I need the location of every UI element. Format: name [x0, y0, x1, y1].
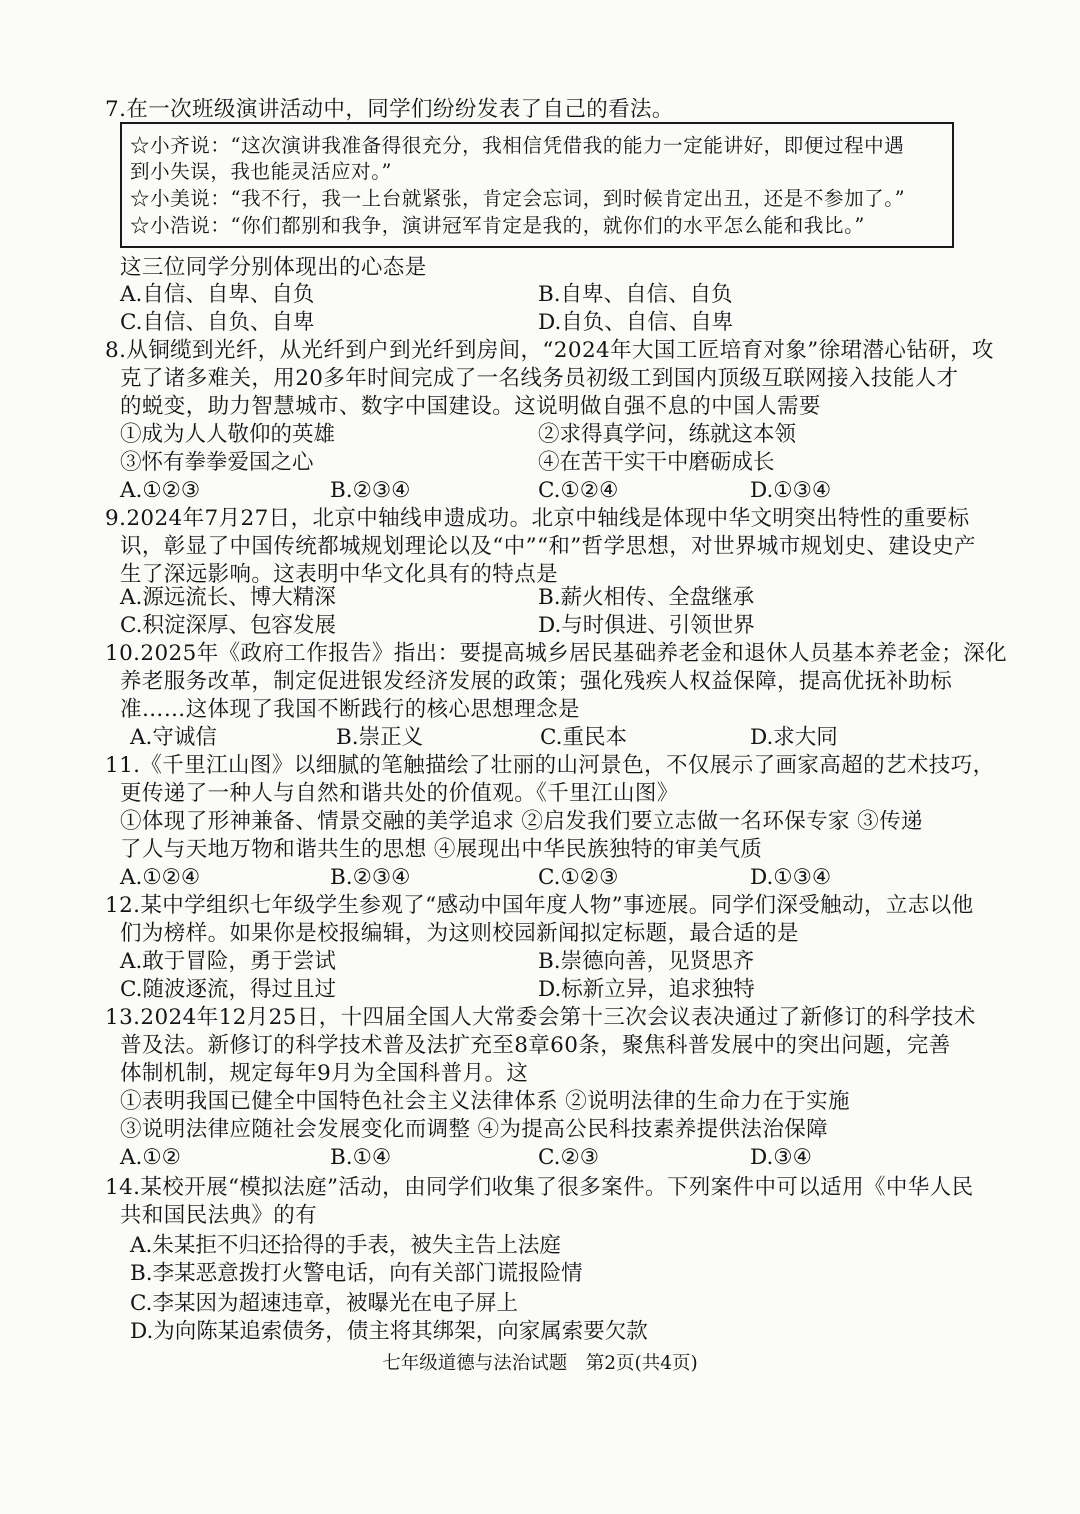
q8-item-1: ①成为人人敬仰的英雄 [120, 422, 336, 447]
q8-line: 8.从铜缆到光纤，从光纤到户到光纤到房间，“2024年大国工匠培育对象”徐珺潜心钻研，攻 [105, 338, 994, 363]
q11-line: ①体现了形神兼备、情景交融的美学追求 ②启发我们要立志做一名环保专家 ③传递 [120, 809, 923, 834]
q12-option-d: D.标新立异，追求独特 [538, 977, 755, 1002]
q12-line: 们为榜样。如果你是校报编辑，为这则校园新闻拟定标题，最合适的是 [120, 921, 799, 946]
q9-option-d: D.与时俱进、引领世界 [538, 613, 755, 638]
q9-line: 生了深远影响。这表明中华文化具有的特点是 [120, 562, 559, 587]
q8-item-4: ④在苦干实干中磨砺成长 [538, 450, 775, 475]
q14-line: 共和国民法典》的有 [120, 1203, 318, 1228]
q7-option-a: A.自信、自卑、自负 [120, 282, 315, 307]
q8-line: 克了诸多难关，用20多年时间完成了一名线务员初级工到国内顶级互联网接入技能人才 [120, 366, 959, 391]
q11-line: 11.《千里江山图》以细腻的笔触描绘了壮丽的山河景色，不仅展示了画家高超的艺术技巧， [105, 753, 995, 778]
q7-question: 这三位同学分别体现出的心态是 [120, 255, 427, 280]
q10-option-a: A.守诚信 [130, 725, 217, 750]
q12-line: 12.某中学组织七年级学生参观了“感动中国年度人物”事迹展。同学们深受触动，立志以他 [105, 893, 974, 918]
q13-option-b: B.①④ [330, 1145, 392, 1170]
q9-option-b: B.薪火相传、全盘继承 [538, 585, 755, 610]
q14-option-c: C.李某因为超速违章，被曝光在电子屏上 [130, 1291, 519, 1316]
q10-option-d: D.求大同 [750, 725, 838, 750]
q13-line: ③说明法律应随社会发展变化而调整 ④为提高公民科技素养提供法治保障 [120, 1117, 829, 1142]
q13-line: 体制机制，规定每年9月为全国科普月。这 [120, 1061, 529, 1086]
q8-option-a: A.①②③ [120, 478, 201, 503]
q7-quote-line: ☆小美说：“我不行，我一上台就紧张，肯定会忘词，到时候肯定出丑，还是不参加了。” [130, 187, 906, 210]
q11-option-b: B.②③④ [330, 865, 411, 890]
q7-quote-line: 到小失误，我也能灵活应对。” [130, 160, 393, 183]
q10-option-b: B.崇正义 [336, 725, 424, 750]
q10-option-c: C.重民本 [540, 725, 628, 750]
q11-option-a: A.①②④ [120, 865, 201, 890]
q11-line: 了人与天地万物和谐共生的思想 ④展现出中华民族独特的审美气质 [120, 837, 763, 862]
q11-line: 更传递了一种人与自然和谐共处的价值观。《千里江山图》 [120, 781, 679, 806]
q13-option-d: D.③④ [750, 1145, 812, 1170]
q8-option-c: C.①②④ [538, 478, 619, 503]
q9-option-a: A.源远流长、博大精深 [120, 585, 336, 610]
q7-stem: 7.在一次班级演讲活动中，同学们纷纷发表了自己的看法。 [105, 97, 674, 122]
q10-line: 准……这体现了我国不断践行的核心思想理念是 [120, 697, 580, 722]
q8-item-3: ③怀有拳拳爱国之心 [120, 450, 314, 475]
q7-option-c: C.自信、自负、自卑 [120, 310, 315, 335]
q11-option-d: D.①③④ [750, 865, 832, 890]
q13-line: 普及法。新修订的科学技术普及法扩充至8章60条，聚焦科普发展中的突出问题，完善 [120, 1033, 951, 1058]
q13-line: ①表明我国已健全中国特色社会主义法律体系 ②说明法律的生命力在于实施 [120, 1089, 850, 1114]
q13-option-a: A.①② [120, 1145, 181, 1170]
page-footer: 七年级道德与法治试题 第2页(共4页) [382, 1353, 698, 1374]
q7-quote-line: ☆小浩说：“你们都别和我争，演讲冠军肯定是我的，就你们的水平怎么能和我比。” [130, 214, 865, 237]
q8-item-2: ②求得真学问，练就这本领 [538, 422, 797, 447]
q10-line: 10.2025年《政府工作报告》指出：要提高城乡居民基础养老金和退休人员基本养老金；深化 [105, 641, 1008, 666]
q13-option-c: C.②③ [538, 1145, 600, 1170]
q14-option-a: A.朱某拒不归还拾得的手表，被失主告上法庭 [130, 1233, 561, 1258]
q7-quote-line: ☆小齐说：“这次演讲我准备得很充分，我相信凭借我的能力一定能讲好，即便过程中遇 [130, 134, 905, 157]
q11-option-c: C.①②③ [538, 865, 619, 890]
q14-option-d: D.为向陈某追索债务，债主将其绑架，向家属索要欠款 [130, 1319, 648, 1344]
q8-line: 的蜕变，助力智慧城市、数字中国建设。这说明做自强不息的中国人需要 [120, 394, 821, 419]
q8-option-d: D.①③④ [750, 478, 832, 503]
q7-option-d: D.自负、自信、自卑 [538, 310, 734, 335]
q12-option-c: C.随波逐流，得过且过 [120, 977, 337, 1002]
q13-line: 13.2024年12月25日，十四届全国人大常委会第十三次会议表决通过了新修订的科学技术 [105, 1005, 976, 1030]
q12-option-b: B.崇德向善，见贤思齐 [538, 949, 755, 974]
q9-line: 9.2024年7月27日，北京中轴线申遗成功。北京中轴线是体现中华文明突出特性的重要标 [105, 506, 970, 531]
q7-option-b: B.自卑、自信、自负 [538, 282, 733, 307]
q10-line: 养老服务改革，制定促进银发经济发展的政策；强化残疾人权益保障，提高优抚补助标 [120, 669, 953, 694]
q9-line: 识，彰显了中国传统都城规划理论以及“中”“和”哲学思想，对世界城市规划史、建设史产 [120, 534, 976, 559]
q12-option-a: A.敢于冒险，勇于尝试 [120, 949, 336, 974]
q8-option-b: B.②③④ [330, 478, 411, 503]
q9-option-c: C.积淀深厚、包容发展 [120, 613, 337, 638]
q14-line: 14.某校开展“模拟法庭”活动，由同学们收集了很多案件。下列案件中可以适用《中华人民 [105, 1175, 974, 1200]
q14-option-b: B.李某恶意拨打火警电话，向有关部门谎报险情 [130, 1261, 583, 1286]
